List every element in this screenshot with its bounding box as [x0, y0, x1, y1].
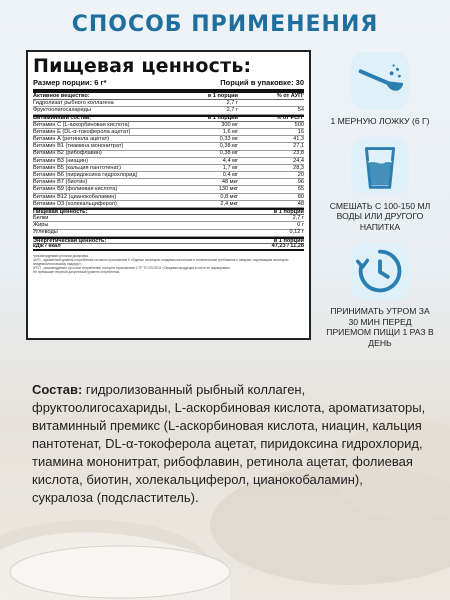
- footnotes: [33, 255, 304, 275]
- cell-percent: 48: [297, 200, 304, 207]
- cell-name: Витамин В9 (фолиевая кислота): [33, 186, 118, 193]
- footnote: ¹АУП - адекватный уровень потребления согласно приложению 5 «Единые санитарно-эпидемиологические и гигиенические требования к товарам, подлежащим санитарно-эпидемиологическому надзору».: [33, 258, 290, 266]
- step-mix: [325, 135, 435, 233]
- cell-percent: 23,8: [293, 150, 304, 157]
- table-row: [33, 201, 304, 208]
- cell-name: Витамин С (L-аскорбиновая кислота): [33, 121, 130, 128]
- step-dose-text: 1 МЕРНУЮ ЛОЖКУ (6 Г): [330, 116, 430, 126]
- step-mix-text: СМЕШАТЬ С 100-150 МЛ ВОДЫ ИЛИ ДРУГОГО НАПИТКА: [329, 200, 431, 232]
- scoop-icon: [349, 50, 411, 112]
- cell-name: Витамин В1 (тиамина мононитрат): [33, 143, 124, 150]
- footnote: ²РСП - рекомендуемое суточное потребление согласно приложению 2 ТР ТС 022/2011 «Пищевая продукция в части ее маркировки».: [33, 265, 232, 270]
- cell-percent: 27,1: [293, 143, 304, 150]
- serving-info: [33, 77, 304, 93]
- cell-name: Витамин D3 (холекальциферол): [33, 200, 117, 207]
- cell-percent: 20: [297, 171, 304, 178]
- step-timing: [325, 240, 435, 348]
- cell-amount: 2,7 г: [226, 107, 238, 114]
- step-dose: [325, 50, 435, 127]
- energy-unit: кДж / ккал: [33, 243, 61, 250]
- cell-percent: 80: [297, 193, 304, 200]
- cell-name: Углеводы: [33, 229, 58, 236]
- cell-amount: 0,8 мкг: [220, 193, 238, 200]
- energy-header-amount: в 1 порции: [273, 237, 304, 244]
- cell-amount: 0 г: [297, 222, 304, 229]
- vitamin-header-label: Витаминный состав:: [33, 115, 92, 122]
- cell-percent: 96: [297, 179, 304, 186]
- energy-header-label: Энергетическая ценность:: [33, 237, 107, 244]
- cell-amount: 0,38 мг: [219, 143, 238, 150]
- cell-name: Витамин Е (DL-α-токоферола ацетат): [33, 128, 131, 135]
- vitamin-header-amount: в 1 порции: [207, 115, 238, 122]
- cell-name: Витамин В6 (пиридоксина гидрохлорид): [33, 171, 138, 178]
- cell-amount: 0,38 мг: [219, 150, 238, 157]
- active-header-amount: в 1 порции: [207, 92, 238, 99]
- usage-steps: [325, 50, 435, 356]
- cell-name: Витамин В3 (ниацин): [33, 157, 88, 164]
- cell-name: Витамин В2 (рибофлавин): [33, 150, 102, 157]
- cell-amount: 0,33 мг: [219, 136, 238, 143]
- cell-amount: 300 мг: [221, 121, 238, 128]
- cell-amount: 0,4 мг: [222, 171, 238, 178]
- cell-name: Фруктоолигосахариды: [33, 107, 91, 114]
- table-row: [33, 230, 304, 237]
- cell-percent: 500: [294, 121, 304, 128]
- cell-percent: 41,3: [293, 136, 304, 143]
- nutrition-facts-panel: [26, 50, 311, 340]
- cell-name: Витамин В7 (биотин): [33, 179, 88, 186]
- cell-amount: 1,7 мг: [222, 164, 238, 171]
- serving-size: Размер порции: 6 г*: [33, 78, 107, 87]
- step-timing-text: ПРИНИМАТЬ УТРОМ ЗА 30 МИН ПЕРЕД ПРИЕМОМ ПИЩИ 1 РАЗ В ДЕНЬ: [326, 306, 434, 348]
- page-title: СПОСОБ ПРИМЕНЕНИЯ: [71, 12, 379, 37]
- composition-body: гидролизованный рыбный коллаген, фруктоолигосахариды, L-аскорбиновая кислота, ароматизаторы, витаминный премикс (L-аскорбиновая кислота, ниацин, кальция пантотенат, DL-α-токоферола ацетат, пиридоксина гидрохлорид, тиамина мононитрат, рибофлавин, ретинола ацетат, фолиевая кислота, биотин, холекальциферол, цианокобаламин), сукралоза (подсластитель).: [32, 382, 426, 505]
- cell-amount: 2,7 г: [292, 215, 304, 222]
- food-header-amount: в 1 порции: [273, 208, 304, 215]
- energy-value: 47,23 / 11,28: [271, 243, 304, 250]
- composition-text: [32, 381, 427, 507]
- food-header-label: Пищевая ценность:: [33, 208, 88, 215]
- active-header-percent: % от АУП¹: [276, 92, 304, 99]
- cell-amount: 1,6 мг: [222, 128, 238, 135]
- cell-name: Витамин А (ретинола ацетат): [33, 136, 110, 143]
- cell-percent: 24,4: [293, 157, 304, 164]
- servings-per-pack: Порций в упаковке: 30: [220, 78, 304, 87]
- clock-icon: [349, 240, 411, 302]
- panel-title: Пищевая ценность:: [33, 55, 252, 77]
- cell-amount: 2,4 мкг: [220, 200, 238, 207]
- cell-amount: 48 мкг: [221, 179, 238, 186]
- cell-percent: 65: [297, 186, 304, 193]
- cell-amount: 2,7 г: [226, 100, 238, 107]
- cell-name: Белки: [33, 215, 49, 222]
- glass-icon: [349, 135, 411, 197]
- cell-percent: 28,3: [293, 164, 304, 171]
- energy-row: [33, 244, 304, 251]
- cell-amount: 130 мкг: [218, 186, 238, 193]
- vitamin-header-percent: % от РСП²: [276, 115, 304, 122]
- cell-amount: 0,12 г: [289, 229, 304, 236]
- active-header-label: Активное вещество:: [33, 92, 90, 99]
- composition-label: Состав:: [32, 382, 83, 397]
- cell-name: Витамин В5 (кальция пантотенат): [33, 164, 121, 171]
- cell-percent: 54: [297, 107, 304, 114]
- cell-name: Жиры: [33, 222, 49, 229]
- footnote: *рекомендуемая суточная дозировка.: [33, 254, 89, 259]
- footnote: Не превышает верхний допустимый уровень потребления.: [33, 269, 121, 274]
- cell-name: Гидролизат рыбного коллагена: [33, 100, 114, 107]
- cell-percent: 16: [297, 128, 304, 135]
- table-row: [33, 107, 304, 114]
- cell-amount: 4,4 мг: [222, 157, 238, 164]
- cell-name: Витамин В12 (цианокобаламин): [33, 193, 117, 200]
